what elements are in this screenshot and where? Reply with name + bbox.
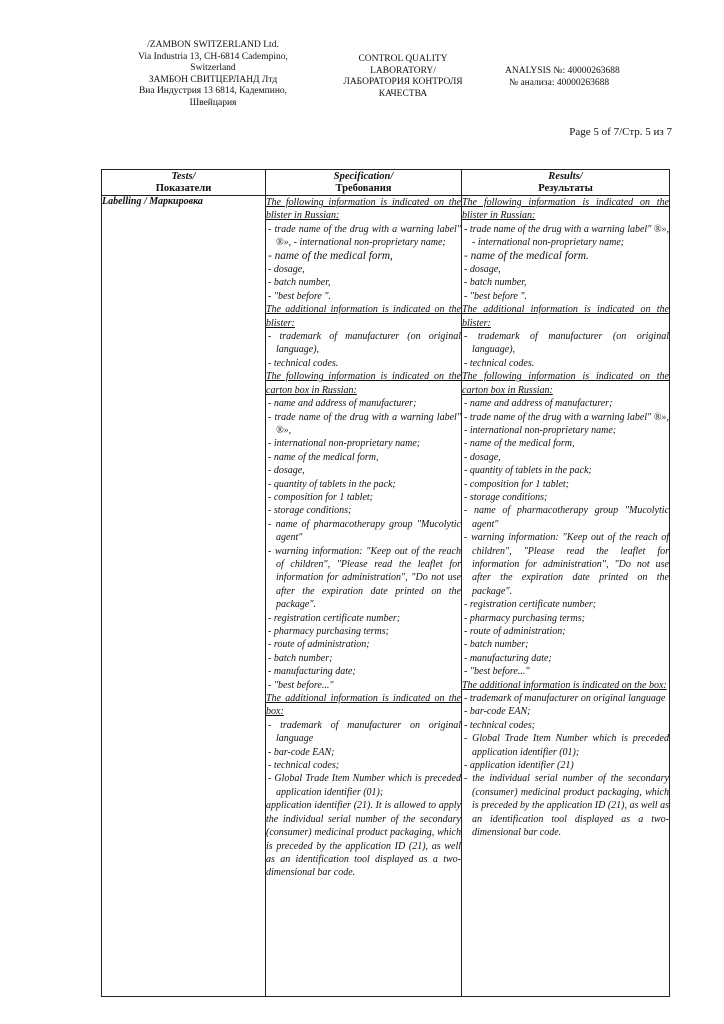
- header-spec-en: Specification/: [333, 171, 394, 182]
- spec-line: The following information is indicated on the blister in Russian:: [266, 197, 461, 222]
- spec-line: - warning information: "Keep out of the reach of children", "Please read the leaflet for information for administration", "Do not use after the expiration date printed on the package".: [268, 545, 461, 611]
- analysis-number: [505, 66, 695, 89]
- spec-line: - trade name of the drug with a warning label" ®»,: [268, 411, 461, 436]
- test-name: Labelling / Маркировка: [102, 196, 266, 997]
- spec-line: - Global Trade Item Number which is preceded application identifier (01);: [268, 773, 461, 798]
- header-results-en: Results/: [548, 171, 583, 182]
- result-line: - dosage,: [464, 451, 501, 463]
- result-line: - bar-code EAN;: [464, 706, 531, 718]
- result-line: - trademark of manufacturer (on original language),: [464, 331, 669, 356]
- result-line: The additional information is indicated on the box:: [462, 679, 667, 691]
- spec-line: application identifier (21). It is allowed to apply the individual serial number of the secondary (consumer) medicinal product packaging, which is preceded by the application ID (21), as well as an identification tool displayed as a two-dimensional bar code.: [266, 800, 461, 879]
- spec-line: - batch number,: [268, 277, 331, 289]
- spec-line: - international non-proprietary name;: [268, 438, 421, 450]
- result-line: - manufacturing date;: [464, 652, 552, 664]
- page-number: Page 5 of 7/Стр. 5 из 7: [569, 126, 672, 138]
- result-line: - pharmacy purchasing terms;: [464, 612, 586, 624]
- lab-line: LABORATORY/: [370, 65, 436, 76]
- spec-line: - manufacturing date;: [268, 666, 356, 678]
- spec-line: - quantity of tablets in the pack;: [268, 478, 396, 490]
- result-line: - technical codes.: [464, 357, 535, 369]
- lab-name: [328, 54, 478, 100]
- spec-line: - registration certificate number;: [268, 612, 401, 624]
- result-line: - batch number,: [464, 277, 527, 289]
- result-line: - warning information: "Keep out of the reach of children", "Please read the leaflet for information for administration", "Do not use after the expiration date printed on the package".: [464, 532, 669, 597]
- result-line: - quantity of tablets in the pack;: [464, 465, 592, 477]
- spec-line: - route of administration;: [268, 639, 370, 651]
- spec-line: - "best before ".: [268, 290, 332, 302]
- spec-line: The additional information is indicated on the blister:: [266, 304, 461, 329]
- spec-line: The following information is indicated on the carton box in Russian:: [266, 371, 461, 396]
- result-line: - batch number;: [464, 639, 529, 651]
- spec-line: - dosage,: [268, 465, 305, 477]
- results-cell: [462, 196, 670, 997]
- result-line: - international non-proprietary name;: [464, 424, 617, 436]
- result-line: - name of pharmacotherapy group "Mucolytic agent": [464, 505, 669, 530]
- header-tests: [102, 170, 266, 196]
- analysis-line: № анализа: 40000263688: [509, 77, 610, 88]
- specification-cell: [266, 196, 462, 997]
- result-line: - name of the medical form.: [464, 249, 589, 262]
- table-row: [102, 196, 670, 997]
- result-line: - "best before ".: [464, 290, 528, 302]
- company-line: Switzerland: [190, 63, 236, 73]
- labelling-table: [101, 169, 670, 997]
- spec-line: - trade name of the drug with a warning label" ®», - international non-proprietary name;: [268, 223, 461, 249]
- spec-line: - "best before...": [268, 679, 334, 691]
- company-line: ЗАМБОН СВИТЦЕРЛАНД Лтд: [148, 74, 278, 85]
- result-line: The additional information is indicated on the blister:: [462, 304, 669, 329]
- spec-line: The additional information is indicated on the box:: [266, 693, 461, 718]
- spec-line: - trademark of manufacturer (on original language),: [268, 331, 461, 356]
- result-line: - Global Trade Item Number which is preceded application identifier (01);: [464, 733, 669, 758]
- result-line: - trade name of the drug with a warning label" ®»,: [464, 411, 669, 423]
- spec-line: - technical codes.: [268, 357, 339, 369]
- spec-line: - dosage,: [268, 264, 305, 276]
- result-line: - application identifier (21): [464, 760, 574, 772]
- result-line: - "best before...": [464, 666, 530, 678]
- result-line: - trademark of manufacturer on original language: [464, 693, 666, 705]
- header-specification: [266, 170, 462, 196]
- lab-line: ЛАБОРАТОРИЯ КОНТРОЛЯ: [343, 77, 463, 87]
- result-line: - name of the medical form,: [464, 438, 575, 450]
- result-line: - registration certificate number;: [464, 599, 597, 611]
- result-line: - technical codes;: [464, 719, 536, 731]
- result-line: The following information is indicated on the blister in Russian:: [462, 197, 669, 222]
- result-line: - storage conditions;: [464, 491, 548, 503]
- header-spec-ru: Требования: [335, 183, 392, 194]
- spec-line: - composition for 1 tablet;: [268, 491, 373, 503]
- result-line: - composition for 1 tablet;: [464, 478, 569, 490]
- lab-line: CONTROL QUALITY: [358, 54, 448, 64]
- company-line: Виа Индустрия 13 6814, Кадемпино,: [138, 86, 288, 96]
- lab-line: КАЧЕСТВА: [378, 88, 428, 99]
- header-results: [462, 170, 670, 196]
- spec-line: - name of the medical form,: [268, 451, 379, 463]
- spec-line: - name of the medical form,: [268, 249, 393, 262]
- spec-line: - name of pharmacotherapy group "Mucolytic agent": [268, 518, 461, 544]
- company-address: [128, 40, 298, 109]
- spec-line: - name and address of manufacturer;: [268, 398, 417, 410]
- spec-line: - storage conditions;: [268, 505, 352, 517]
- result-line: - name and address of manufacturer;: [464, 398, 613, 410]
- header-tests-en: Tests/: [171, 171, 196, 182]
- company-line: /ZAMBON SWITZERLAND Ltd.: [147, 40, 279, 50]
- spec-line: - trademark of manufacturer on original language: [268, 719, 461, 745]
- spec-line: - pharmacy purchasing terms;: [268, 626, 390, 637]
- company-line: Via Industria 13, CH-6814 Cadempino,: [138, 51, 288, 62]
- table-header-row: [102, 170, 670, 196]
- result-line: - the individual serial number of the secondary (consumer) medicinal product packaging, which is preceded by the application ID (21), as well as an identification tool displayed as a two-dimensional bar code.: [464, 773, 669, 839]
- spec-line: - technical codes;: [268, 760, 340, 772]
- analysis-line: ANALYSIS №: 40000263688: [505, 66, 620, 76]
- result-line: - dosage,: [464, 264, 501, 276]
- result-line: - trade name of the drug with a warning label" ®», - international non-proprietary name;: [464, 223, 669, 249]
- spec-line: - bar-code EAN;: [268, 746, 335, 758]
- result-line: - route of administration;: [464, 626, 566, 637]
- company-line: Швейцария: [189, 97, 237, 108]
- header-results-ru: Результаты: [538, 183, 593, 194]
- header-tests-ru: Показатели: [155, 183, 212, 194]
- result-line: The following information is indicated on the carton box in Russian:: [462, 371, 669, 396]
- spec-line: - batch number;: [268, 652, 333, 664]
